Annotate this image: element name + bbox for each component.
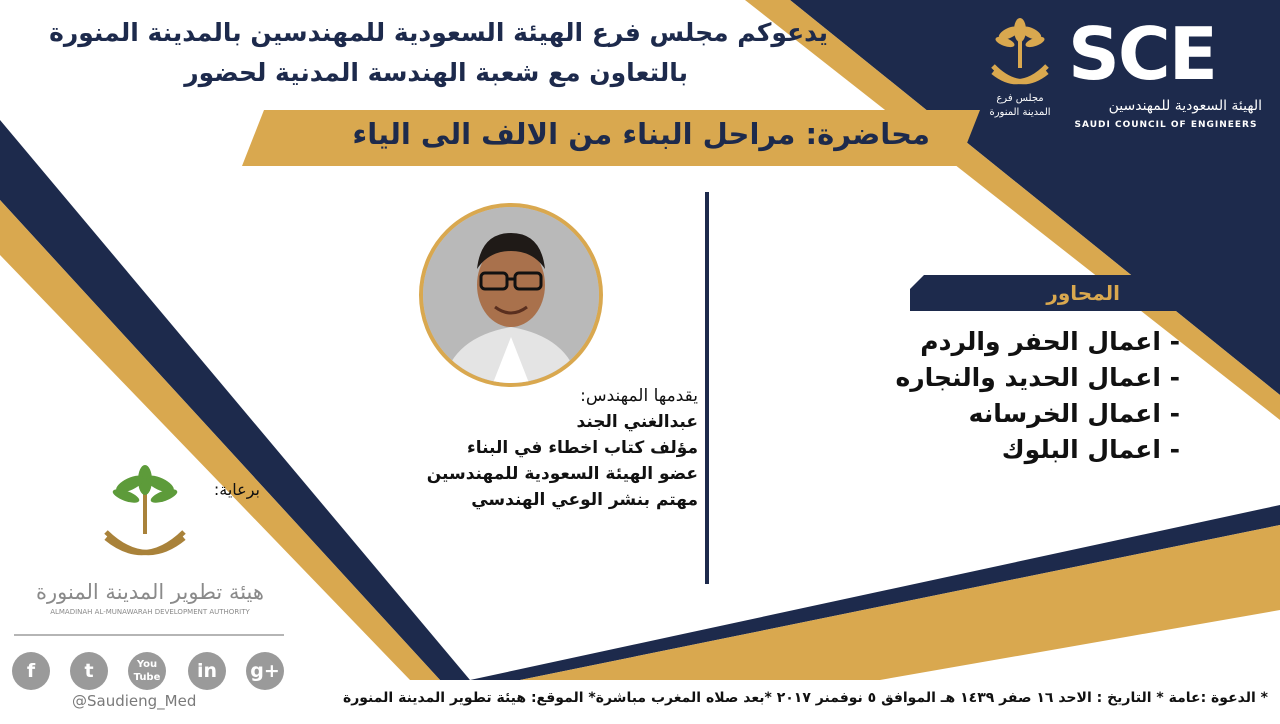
sce-english-name: SAUDI COUNCIL OF ENGINEERS xyxy=(1074,120,1258,130)
branch-label xyxy=(980,92,1060,120)
google-plus-icon[interactable]: g+ xyxy=(246,652,284,690)
sponsor-divider xyxy=(14,634,284,636)
sponsor-palm-emblem-icon xyxy=(100,462,190,572)
branch-label-line-2: المدينة المنورة xyxy=(989,107,1051,118)
linkedin-icon[interactable]: in xyxy=(188,652,226,690)
branch-label-line-1: مجلس فرع xyxy=(996,93,1044,104)
presenter-silhouette-icon xyxy=(423,207,599,383)
presenter-line-3: مهتم بنشر الوعي الهندسي xyxy=(471,490,698,510)
facebook-icon[interactable]: f xyxy=(12,652,50,690)
lecture-title: محاضرة: مراحل البناء من الالف الى الياء xyxy=(352,117,930,151)
topics-list xyxy=(820,324,1180,468)
sponsor-label: برعاية: xyxy=(213,480,260,499)
presenter-intro: يقدمها المهندس: xyxy=(580,386,698,406)
palm-swords-emblem-icon xyxy=(985,16,1055,92)
vertical-divider xyxy=(705,192,709,584)
sponsor-name-english: ALMADINAH AL-MUNAWARAH DEVELOPMENT AUTHORITY xyxy=(50,608,250,616)
event-details-footer: * الدعوة :عامة * التاريخ : الاحد ١٦ صفر ١٤٣٩ هـ الموافق ٥ نوفمنر ٢٠١٧ *بعد صلاه المغرب مباشرة* الموقع: هيئة تطوير المدينة المنورة xyxy=(342,690,1268,706)
topic-item: - اعمال البلوك xyxy=(1001,435,1180,464)
presenter-line-2: عضو الهيئة السعودية للمهندسين xyxy=(426,464,698,484)
topic-item: - اعمال الحديد والنجاره xyxy=(895,363,1180,392)
presenter-info xyxy=(300,383,698,513)
youtube-icon[interactable]: You Tube xyxy=(128,652,166,690)
sponsor-name-arabic: هيئة تطوير المدينة المنورة xyxy=(36,580,264,604)
presenter-photo xyxy=(419,203,603,387)
bottom-gold-band xyxy=(520,525,1280,680)
social-handle[interactable]: @Saudieng_Med xyxy=(72,692,197,710)
invitation-line-2: بالتعاون مع شعبة الهندسة المدنية لحضور xyxy=(184,58,688,87)
sce-arabic-name: الهيئة السعودية للمهندسين xyxy=(1108,98,1262,114)
sce-logo: SCE xyxy=(1068,12,1216,96)
topics-title: المحاور xyxy=(1046,281,1120,305)
presenter-line-1: مؤلف كتاب اخطاء في البناء xyxy=(467,438,698,458)
topic-item: - اعمال الحفر والردم xyxy=(920,327,1180,356)
topic-item: - اعمال الخرسانه xyxy=(968,399,1180,428)
presenter-name: عبدالغني الجند xyxy=(576,412,698,432)
invitation-line-1: يدعوكم مجلس فرع الهيئة السعودية للمهندسين بالمدينة المنورة xyxy=(49,18,828,47)
twitter-icon[interactable]: t xyxy=(70,652,108,690)
